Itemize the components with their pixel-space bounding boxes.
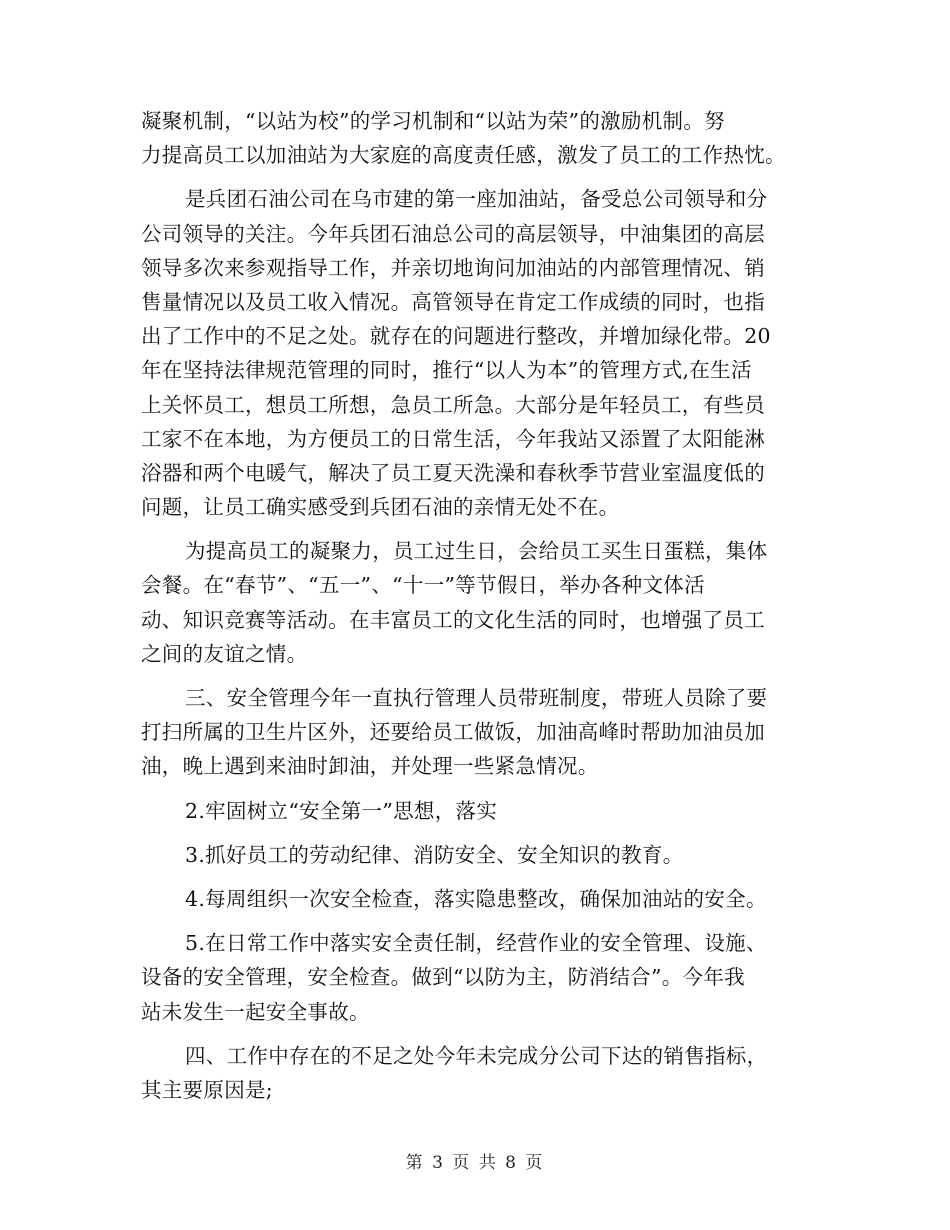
text-line: 凝聚机制，“以站为校”的学习机制和“以站为荣”的激励机制。努 — [141, 109, 725, 133]
text-line: 力提高员工以加油站为大家庭的高度责任感，激发了员工的工作热忱。 — [141, 143, 786, 168]
text-line: 为提高员工的凝聚力，员工过生日，会给员工买生日蛋糕，集体 — [185, 539, 768, 564]
text-line: 售量情况以及员工收入情况。高管领导在肯定工作成绩的同时，也指 — [141, 289, 765, 314]
text-line: 三、安全管理今年一直执行管理人员带班制度，带班人员除了要 — [185, 686, 768, 710]
text-line: 上关怀员工，想员工所想，急员工所急。大部分是年轻员工，有些员 — [141, 392, 765, 417]
text-line: 浴器和两个电暖气，解决了员工夏天洗澡和春秋季节营业室温度低的 — [141, 460, 765, 485]
document-body — [141, 104, 801, 1107]
list-item: 2.牢固树立“安全第一”思想，落实 — [185, 798, 498, 823]
page-number-footer: 第 3 页 共 8 页 — [405, 1153, 545, 1173]
list-item: 3.抓好员工的劳动纪律、消防安全、安全知识的教育。 — [185, 842, 684, 867]
list-item: 5.在日常工作中落实安全责任制，经营作业的安全管理、设施、 — [185, 931, 767, 956]
text-line: 领导多次来参观指导工作，并亲切地询问加油站的内部管理情况、销 — [141, 255, 765, 280]
text-line: 其主要原因是; — [141, 1077, 274, 1102]
text-line: 会餐。在“春节”、“五一”、“十一”等节假日，举办各种文体活 — [141, 573, 705, 598]
list-item: 4.每周组织一次安全检查，落实隐患整改，确保加油站的安全。 — [185, 886, 767, 911]
text-line: 出了工作中的不足之处。就存在的问题进行整改，并增加绿化带。20 — [141, 324, 771, 349]
text-line: 四、工作中存在的不足之处今年未完成分公司下达的销售指标， — [185, 1043, 768, 1068]
text-line: 设备的安全管理，安全检查。做到“以防为主，防消结合”。今年我 — [141, 965, 745, 990]
text-line: 动、知识竞赛等活动。在丰富员工的文化生活的同时，也增强了员工 — [141, 607, 765, 632]
text-line: 打扫所属的卫生片区外，还要给员工做饭，加油高峰时帮助加油员加 — [141, 720, 765, 745]
text-line: 是兵团石油公司在乌市建的第一座加油站，备受总公司领导和分 — [185, 187, 768, 212]
text-line: 站未发生一起安全事故。 — [141, 999, 370, 1024]
text-line: 公司领导的关注。今年兵团石油总公司的高层领导，中油集团的高层 — [141, 221, 765, 246]
text-line: 问题，让员工确实感受到兵团石油的亲情无处不在。 — [141, 495, 620, 520]
text-line: 工家不在本地，为方便员工的日常生活，今年我站又添置了太阳能淋 — [141, 426, 765, 451]
text-line: 之间的友谊之情。 — [141, 641, 308, 666]
text-line: 油，晚上遇到来油时卸油，并处理一些紧急情况。 — [141, 754, 599, 779]
text-line: 年在坚持法律规范管理的同时，推行“以人为本”的管理方式,在生活 — [141, 358, 752, 383]
